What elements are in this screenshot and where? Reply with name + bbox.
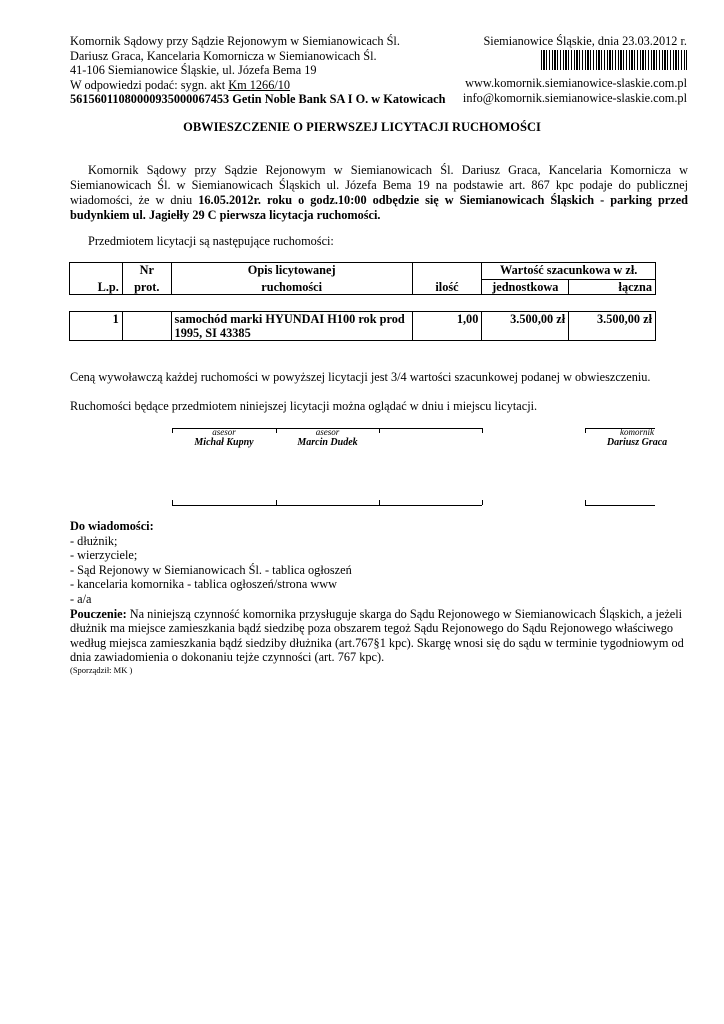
sender-line-2: Dariusz Graca, Kancelaria Komornicza w Siemianowicach Śl.	[70, 48, 377, 63]
reply-prefix: W odpowiedzi podać: sygn. akt	[70, 77, 229, 92]
website: www.komornik.siemianowice-slaskie.com.pl	[465, 76, 687, 91]
distribution-heading: Do wiadomości:	[70, 519, 154, 533]
signature-asesor-1	[172, 427, 276, 448]
row-jednostkowa: 3.500,00 zł	[482, 312, 569, 341]
case-number: Km 1266/10	[228, 77, 291, 92]
signature-komornik	[585, 427, 689, 448]
col-nr-header: Nr	[122, 263, 171, 280]
auction-date-place: 16.05.2012r. roku o godz.10:00 odbędzie się w Siemianowicach Śląskich - parking przed budynkiem ul. Jagiełły 29 C pierwsza licytacja ruchomości.	[70, 193, 688, 222]
col-wartosc-header: Wartość szacunkowa w zł.	[482, 263, 656, 280]
col-lp-header: L.p.	[70, 263, 123, 295]
row-ilosc: 1,00	[412, 312, 482, 341]
intro-paragraph	[70, 163, 688, 223]
email: info@komornik.siemianowice-slaskie.com.pl	[462, 90, 687, 105]
signature-name: Dariusz Graca	[606, 437, 668, 448]
document-title: OBWIESZCZENIE O PIERWSZEJ LICYTACJI RUCHOMOŚCI	[183, 120, 541, 134]
reply-reference	[70, 78, 445, 93]
signature-role: komornik	[620, 427, 654, 437]
list-item: - kancelaria komornika - tablica ogłoszeń/strona www	[70, 577, 338, 592]
intro-text: Komornik Sądowy przy Sądzie Rejonowym w Siemianowicach Śl. Dariusz Graca, Kancelaria Komornicza w Siemianowicach Śl. w Siemianowicach Śląskich ul. Józefa Bema 19 na podstawie art. 867 kpc podaje do publicznej wiadomości, że w dniu	[70, 163, 688, 207]
sender-line-3: 41-106 Siemianowice Śląskie, ul. Józefa Bema 19	[70, 63, 317, 78]
viewing-note: Ruchomości będące przedmiotem niniejszej licytacji można oglądać w dniu i miejscu licytacji.	[70, 399, 538, 413]
sender-line-1: Komornik Sądowy przy Sądzie Rejonowym w Siemianowicach Śl.	[70, 34, 400, 48]
instruction-text: Na niniejszą czynność komornika przysługuje skarga do Sądu Rejonowego w Siemianowicach Śląskich, a jeżeli dłużnik ma miejsce zamieszkania bądź siedzibę poza obszarem tegoż Sądu Rejonowego do Sądu Rejonowego właściwego według miejsca zamieszkania bądź siedziby dłużnika (art.767§1 kpc). Skargę wnosi się do sądu w terminie tygodniowym od dnia zawiadomienia o dokonaniu tejże czynności (art. 767 kpc).	[70, 606, 684, 665]
subject-line: Przedmiotem licytacji są następujące ruchomości:	[88, 234, 334, 248]
sender-block	[70, 34, 445, 107]
price-note: Ceną wywoławczą każdej ruchomości w powyższej licytacji jest 3/4 wartości szacunkowej podanej w obwieszczeniu.	[70, 370, 651, 384]
signature-name: Michał Kupny	[194, 437, 254, 448]
list-item: - a/a	[70, 591, 92, 606]
col-ilosc-header: ilość	[412, 263, 482, 295]
list-item: - wierzyciele;	[70, 548, 138, 563]
date-contact-block	[463, 34, 687, 105]
row-laczna: 3.500,00 zł	[569, 312, 656, 341]
signature-name: Marcin Dudek	[297, 437, 358, 448]
signature-role: asesor	[212, 427, 236, 437]
signature-asesor-2	[276, 427, 379, 448]
instruction-paragraph	[70, 607, 688, 665]
barcode	[463, 49, 687, 77]
list-item: - dłużnik;	[70, 533, 118, 548]
list-item: - Sąd Rejonowy w Siemianowicach Śl. - tablica ogłoszeń	[70, 562, 352, 577]
items-header-table	[69, 262, 656, 295]
col-nr-header-2: prot.	[122, 280, 171, 295]
prepared-by: (Sporządził: MK )	[70, 664, 133, 675]
row-nr	[122, 312, 171, 341]
row-lp: 1	[70, 312, 123, 341]
place-date: Siemianowice Śląskie, dnia 23.03.2012 r.	[483, 34, 687, 48]
col-jednostkowa-header: jednostkowa	[482, 280, 569, 295]
row-opis: samochód marki HYUNDAI H100 rok prod 1995, SI 43385	[171, 312, 412, 341]
table-row	[70, 312, 656, 341]
col-opis-header-2: ruchomości	[171, 280, 412, 295]
col-opis-header: Opis licytowanej	[171, 263, 412, 280]
instruction-label: Pouczenie:	[70, 606, 127, 621]
distribution-block	[70, 519, 688, 676]
signature-role: asesor	[315, 427, 340, 437]
bank-account: 56156011080000935000067453 Getin Noble Bank SA I O. w Katowicach	[70, 92, 446, 107]
items-table	[69, 311, 656, 341]
col-laczna-header: łączna	[569, 280, 656, 295]
